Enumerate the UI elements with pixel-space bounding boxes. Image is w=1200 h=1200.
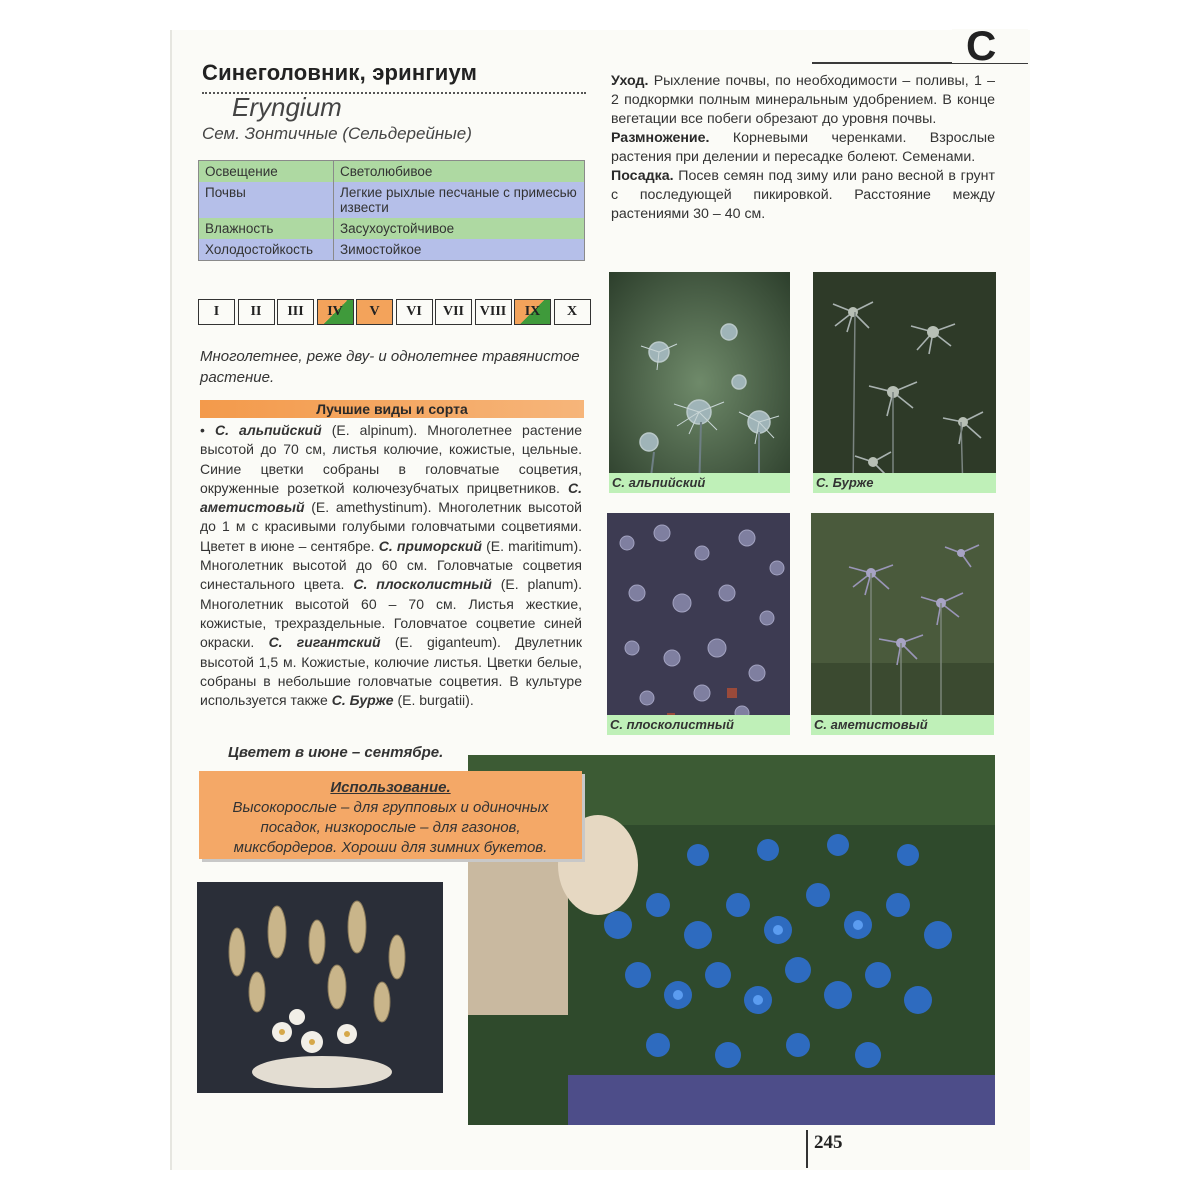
property-key: Холодостойкость [199,239,334,261]
month-cell-sowing: IV [317,299,354,325]
page-number: 245 [814,1132,843,1153]
property-row [199,161,585,183]
care-paragraph [611,72,995,129]
species-name: С. аметистовый [200,479,582,516]
propagation-label: Размножение. [611,130,710,146]
care-text: Рыхление почвы, по необходимости – поливы, 1 – 2 подкормки полным минеральным удобрением. В конце вегетации все побеги обрезают до уровня почвы. [611,73,995,127]
species-name: С. плосколистный [353,576,492,593]
property-key: Почвы [199,182,334,218]
usage-text: Высокорослые – для групповых и одиночных посадок, низкорослые – для газонов, миксбордеров. Хороши для зимних букетов. [232,799,549,856]
property-value: Засухоустойчивое [334,218,585,239]
family-name: Сем. Зонтичные (Сельдерейные) [202,124,472,143]
species-name: С. Бурже [331,692,394,709]
usage-box [199,771,582,859]
property-row [199,218,585,239]
bloom-period: Цветет в июне – сентябре. [228,744,444,761]
photo-amethyst-image [811,513,994,735]
month-cell: I [198,299,235,325]
species-name: С. приморский [378,537,482,554]
page-number-rule [806,1130,808,1168]
month-cell: VIII [475,299,512,325]
month-cell: II [238,299,275,325]
month-cell: III [277,299,314,325]
properties-table [198,160,585,261]
species-text: (E. planum). Многолетник высотой 60 – 70 см. Листья жесткие, кожистые, трехраздельные. Головчатое соцветие синей окраски. [200,576,582,651]
intro-text: Многолетнее, реже дву- и однолетнее травянистое растение. [200,348,580,386]
care-label: Уход. [611,73,649,89]
bullet: • [200,422,215,438]
photo-burgatii-image [813,272,996,493]
planting-paragraph [611,167,995,224]
photo-caption: С. плосколистный [607,715,790,735]
bouquet-image [197,882,443,1093]
planting-label: Посадка. [611,168,674,184]
species-text: (E. giganteum). Двулетник высотой 1,5 м. Кожистые, колючие листья. Цветки белые, собраны в небольшие головчатые соцветия. В культуре используется также [200,634,583,709]
month-cell-sowing: V [356,299,393,325]
species-name: С. альпийский [214,422,322,438]
photo-burgatii [813,272,996,493]
species-text: (E. burgatii). [397,692,474,709]
photo-caption: С. Бурже [813,473,996,493]
species-text: (E. maritimum). Многолетник высотой до 60 см. Головчатые соцветия синестального цвета. [200,537,583,593]
species-name: С. гигантский [268,634,381,651]
property-value: Легкие рыхлые песчаные с примесью извести [334,182,585,218]
property-value: Светолюбивое [334,161,585,183]
latin-name: Eryngium [232,92,342,122]
photo-alpine-image [609,272,790,493]
property-row [199,182,585,218]
page-title: Синеголовник, эрингиум [202,60,478,85]
property-key: Влажность [199,218,334,239]
photo-caption: С. аметистовый [811,715,994,735]
planting-text: Посев семян под зиму или рано весной в грунт с последующей пикировкой. Расстояние между растениями 30 – 40 см. [611,168,995,222]
best-varieties-header: Лучшие виды и сорта [200,400,584,418]
photo-caption: С. альпийский [609,473,790,493]
month-cell: X [554,299,591,325]
species-description [200,421,582,710]
photo-amethyst [811,513,994,735]
property-row [199,239,585,261]
photo-alpine [609,272,790,493]
species-text: (E. alpinum). Многолетнее растение высотой до 70 см, листья колючие, кожистые, цельные. Синие цветки собраны в головчатые соцветия, окруженные розеткой колючезубчатых прицветников. [200,422,582,496]
month-cell: VII [435,299,472,325]
photo-dried-bouquet [197,882,443,1093]
photo-planum-image [607,513,790,735]
care-text-column [611,72,995,224]
property-value: Зимостойкое [334,239,585,261]
photo-planum [607,513,790,735]
section-letter: С [966,22,997,69]
month-calendar [198,299,593,325]
month-cell-sowing: IX [514,299,551,325]
species-text: (E. amethystinum). Многолетник высотой до 1 м с красивыми голубыми головчатыми соцветиями. Цветет в июне – сентябре. [200,499,582,554]
propagation-paragraph [611,129,995,167]
propagation-text: Корневыми черенками. Взрослые растения при делении и пересадке болеют. Семенами. [611,130,995,165]
month-cell: VI [396,299,433,325]
property-key: Освещение [199,161,334,183]
usage-heading: Использование. [330,779,451,796]
